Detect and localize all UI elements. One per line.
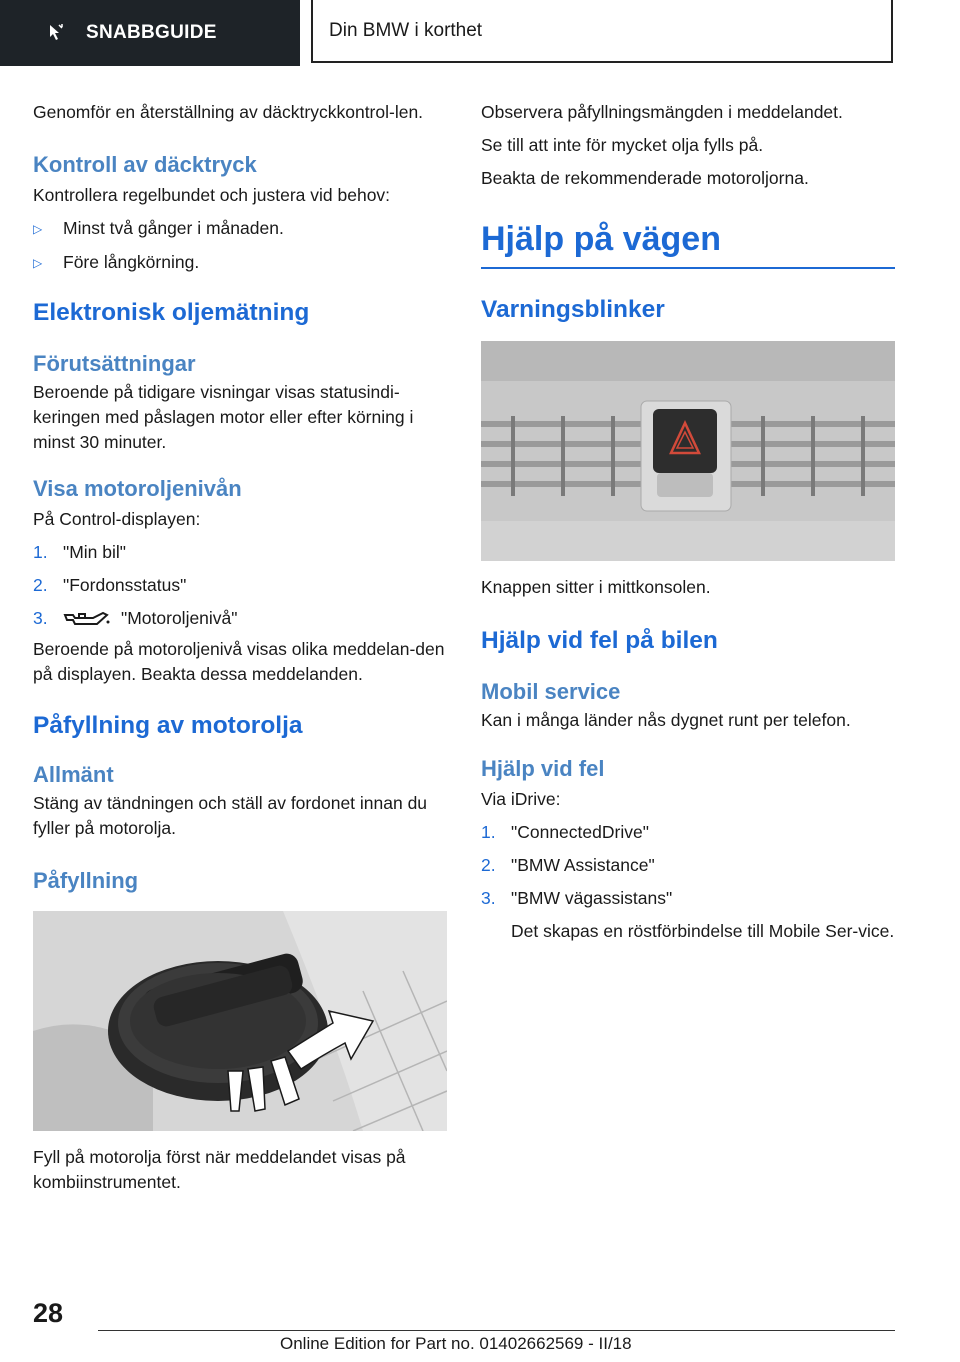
page-header <box>0 0 960 66</box>
edition-text: Online Edition for Part no. 01402662569 - II/18 <box>280 1334 632 1353</box>
road-heading: Hjälp på vägen <box>481 217 895 269</box>
list-item: 2. "Fordonsstatus" <box>33 575 187 595</box>
level-text: På Control-displayen: <box>33 509 201 529</box>
fill-heading: Påfyllning <box>33 868 139 893</box>
list-item: 2. "BMW Assistance" <box>481 855 655 875</box>
hazard-caption: Knappen sitter i mittkonsolen. <box>481 577 711 597</box>
right-column <box>481 100 895 944</box>
page-number: 28 <box>33 1298 64 1328</box>
prereq-text: Beroende på tidigare visningar visas statusindi-keringen med påslagen motor eller efter körning i minst 30 minuter. <box>33 382 414 452</box>
level-note: Beroende på motoroljenivå visas olika meddelan-den på displayen. Beakta dessa meddelanden. <box>33 639 445 684</box>
hazard-heading: Varningsblinker <box>481 296 665 323</box>
breakdown-heading: Hjälp vid fel på bilen <box>481 627 718 654</box>
obs-text-1: Observera påfyllningsmängden i meddelandet. <box>481 102 843 122</box>
footer-divider <box>98 1330 895 1331</box>
obs-text-2: Se till att inte för mycket olja fylls på. <box>481 135 764 155</box>
pointer-click-icon <box>44 21 68 45</box>
level-heading: Visa motoroljenivån <box>33 476 242 501</box>
tire-text: Kontrollera regelbundet och justera vid behov: <box>33 185 391 205</box>
tire-heading: Kontroll av däcktryck <box>33 152 257 177</box>
fault-list <box>481 820 895 911</box>
prereq-heading: Förutsättningar <box>33 351 196 376</box>
tab-quick-guide-label: SNABBGUIDE <box>86 22 217 43</box>
intro-text: Genomför en återställning av däcktryckkontrol-len. <box>33 102 424 122</box>
mobile-heading: Mobil service <box>481 679 621 704</box>
tire-list <box>33 216 447 276</box>
tab-section[interactable] <box>311 0 893 63</box>
obs-text-3: Beakta de rekommenderade motoroljorna. <box>481 168 809 188</box>
oil-heading: Elektronisk oljemätning <box>33 299 310 326</box>
list-item: 3. "Motoroljenivå" <box>33 608 238 628</box>
list-item: 1. "ConnectedDrive" <box>481 822 649 842</box>
fault-heading: Hjälp vid fel <box>481 756 605 781</box>
level-list <box>33 540 447 631</box>
oil-can-icon <box>63 609 111 629</box>
fault-text: Via iDrive: <box>481 789 561 809</box>
fill-caption: Fyll på motorolja först när meddelandet visas på kombiinstrumentet. <box>33 1147 406 1192</box>
left-column <box>33 100 447 1195</box>
list-item: 3. "BMW vägassistans" <box>481 888 673 908</box>
fault-note: Det skapas en röstförbindelse till Mobile Ser-vice. <box>511 921 895 941</box>
general-heading: Allmänt <box>33 762 114 787</box>
list-item: 1. "Min bil" <box>33 542 126 562</box>
list-item: ▷ Minst två gånger i månaden. <box>33 216 447 242</box>
general-text: Stäng av tändningen och ställ av fordonet innan du fyller på motorolja. <box>33 793 428 838</box>
hazard-button-photo <box>481 341 895 561</box>
triangle-bullet-icon: ▷ <box>33 256 43 270</box>
mobile-text: Kan i många länder nås dygnet runt per telefon. <box>481 710 851 730</box>
tab-quick-guide[interactable] <box>0 0 300 66</box>
list-item: ▷ Före långkörning. <box>33 250 447 276</box>
tab-section-label: Din BMW i korthet <box>329 19 483 41</box>
oil-cap-photo <box>33 911 447 1131</box>
triangle-bullet-icon: ▷ <box>33 222 43 236</box>
refill-heading: Påfyllning av motorolja <box>33 712 303 739</box>
